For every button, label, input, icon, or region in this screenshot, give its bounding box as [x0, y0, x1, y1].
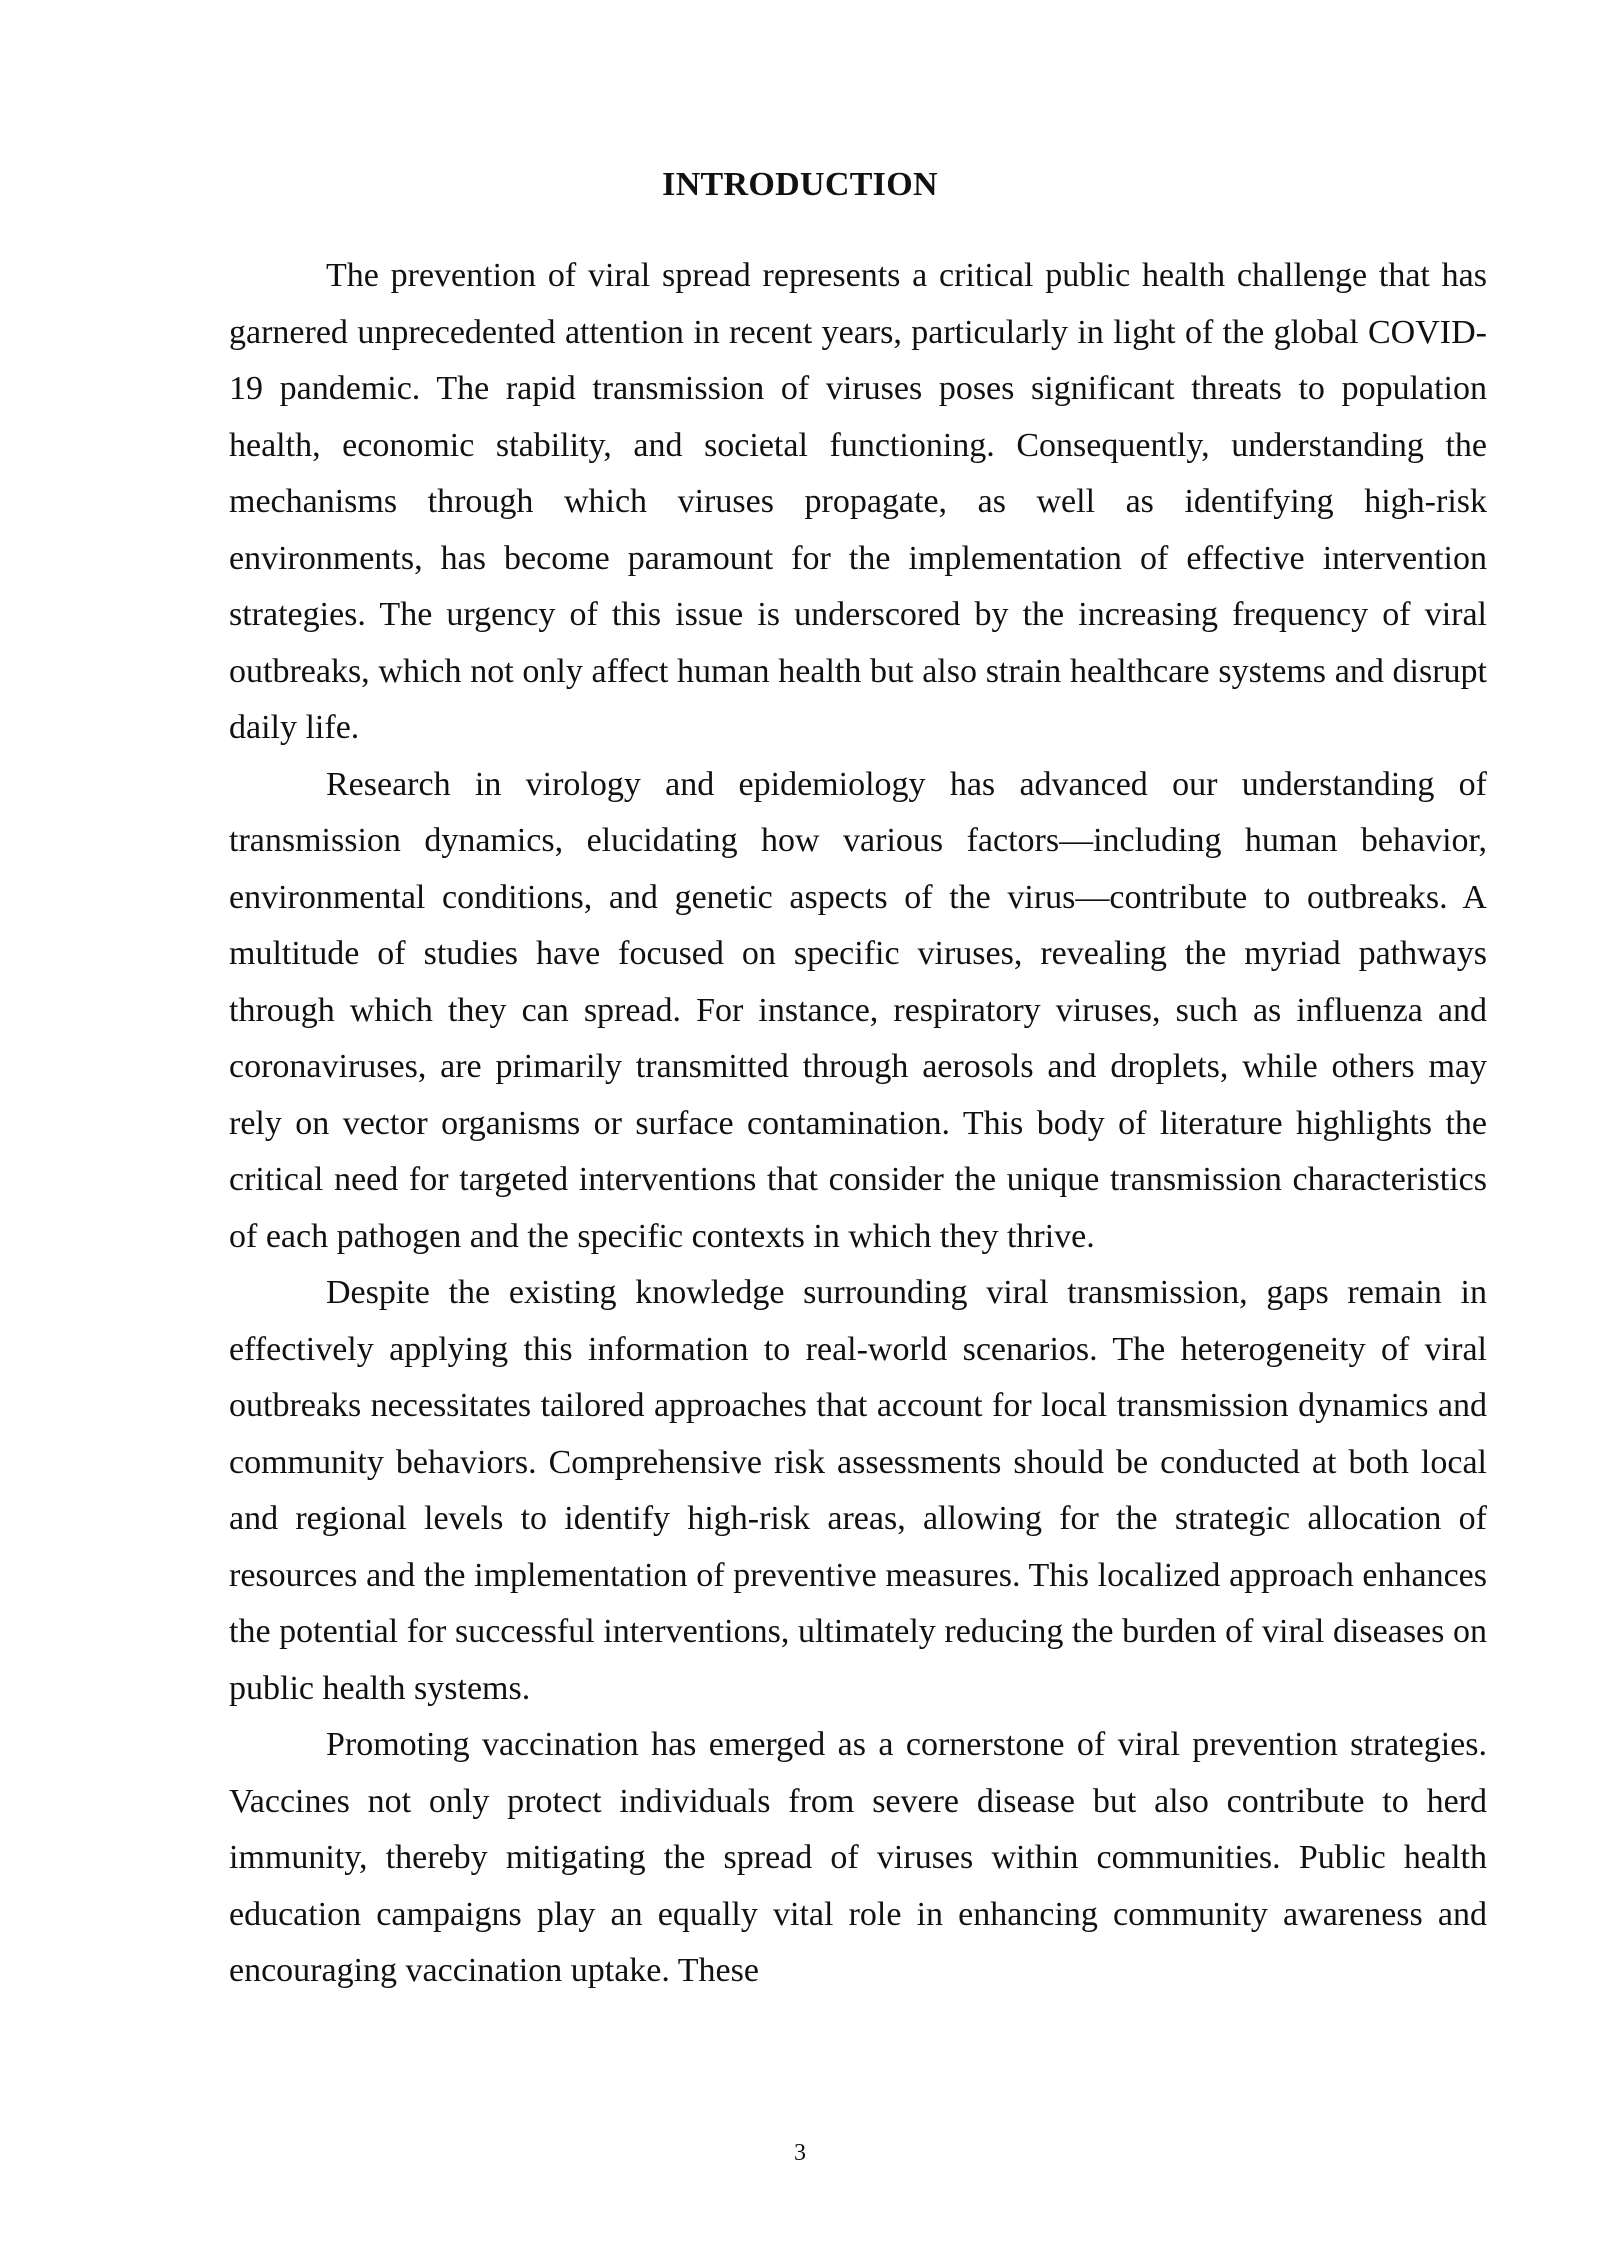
paragraph-2: Research in virology and epidemiology has advanced our understanding of transmission dynamics, elucidating how various factors—including human behavior, environmental conditions, and genetic aspects of the virus—contribute to outbreaks. A multitude of studies have focused on specific viruses, revealing the myriad pathways through which they can spread. For instance, respiratory viruses, such as influenza and coronaviruses, are primarily transmitted through aerosols and droplets, while others may rely on vector organisms or surface contamination. This body of literature highlights the critical need for targeted interventions that consider the unique transmission characteristics of each pathogen and the specific contexts in which they thrive.	[229, 765, 1487, 1255]
paragraph-4: Promoting vaccination has emerged as a cornerstone of viral prevention strategies. Vaccines not only protect individuals from severe disease but also contribute to herd immunity, thereby mitigating the spread of viruses within communities. Public health education campaigns play an equally vital role in enhancing community awareness and encouraging vaccination uptake. These	[229, 1726, 1487, 1989]
paragraph-1: The prevention of viral spread represents a critical public health challenge that has garnered unprecedented attention in recent years, particularly in light of the global COVID-19 pandemic. The rapid transmission of viruses poses significant threats to population health, economic stability, and societal functioning. Consequently, understanding the mechanisms through which viruses propagate, as well as identifying high-risk environments, has become paramount for the implementation of effective intervention strategies. The urgency of this issue is underscored by the increasing frequency of viral outbreaks, which not only affect human health but also strain healthcare systems and disrupt daily life.	[229, 257, 1487, 746]
body-text	[229, 248, 1487, 2000]
section-heading: INTRODUCTION	[662, 166, 938, 203]
page-number: 3	[794, 2140, 806, 2166]
paragraph-3: Despite the existing knowledge surrounding viral transmission, gaps remain in effectively applying this information to real-world scenarios. The heterogeneity of viral outbreaks necessitates tailored approaches that account for local transmission dynamics and community behaviors. Comprehensive risk assessments should be conducted at both local and regional levels to identify high-risk areas, allowing for the strategic allocation of resources and the implementation of preventive measures. This localized approach enhances the potential for successful interventions, ultimately reducing the burden of viral diseases on public health systems.	[229, 1274, 1487, 1707]
